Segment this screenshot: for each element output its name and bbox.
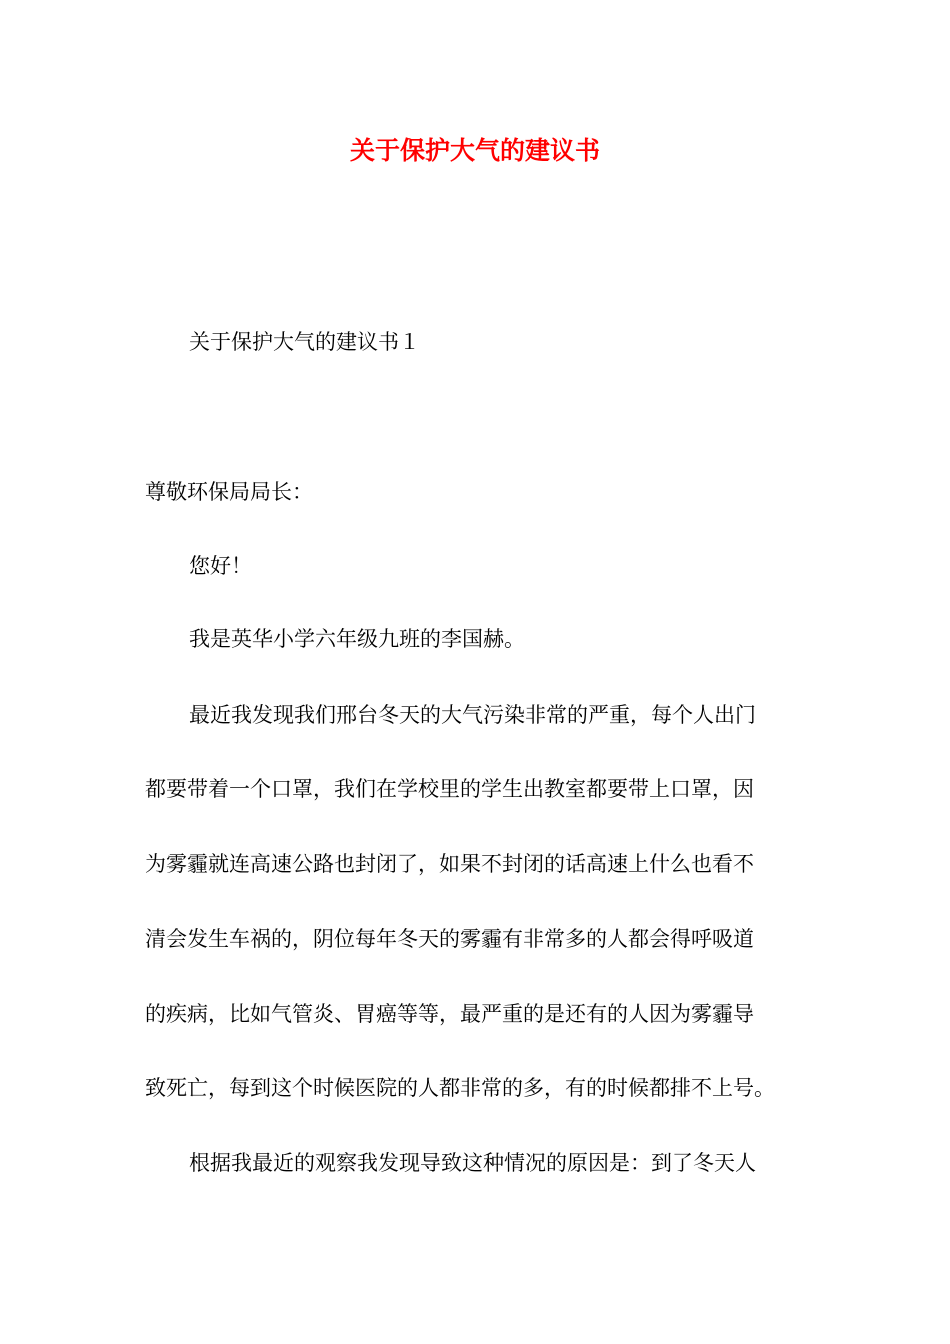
greeting: 您好！: [189, 554, 252, 578]
paragraph-line: 都要带着一个口罩，我们在学校里的学生出教室都要带上口罩，因: [145, 777, 754, 801]
paragraph-line: 致死亡，每到这个时候医院的人都非常的多，有的时候都排不上号。: [145, 1076, 775, 1100]
paragraph-line: 清会发生车祸的，阴位每年冬天的雾霾有非常多的人都会得呼吸道: [145, 927, 754, 951]
salutation: 尊敬环保局局长：: [145, 480, 313, 504]
intro-paragraph: 我是英华小学六年级九班的李国赫。: [189, 627, 525, 651]
paragraph-line: 的疾病，比如气管炎、胃癌等等，最严重的是还有的人因为雾霾导: [145, 1002, 754, 1026]
section-heading: 关于保护大气的建议书１: [189, 330, 420, 354]
paragraph-line: 为雾霾就连高速公路也封闭了，如果不封闭的话高速上什么也看不: [145, 852, 754, 876]
paragraph-line: 最近我发现我们邢台冬天的大气污染非常的严重，每个人出门: [189, 703, 756, 727]
document-title: 关于保护大气的建议书: [349, 136, 600, 165]
paragraph-line: 根据我最近的观察我发现导致这种情况的原因是：到了冬天人: [189, 1151, 756, 1175]
